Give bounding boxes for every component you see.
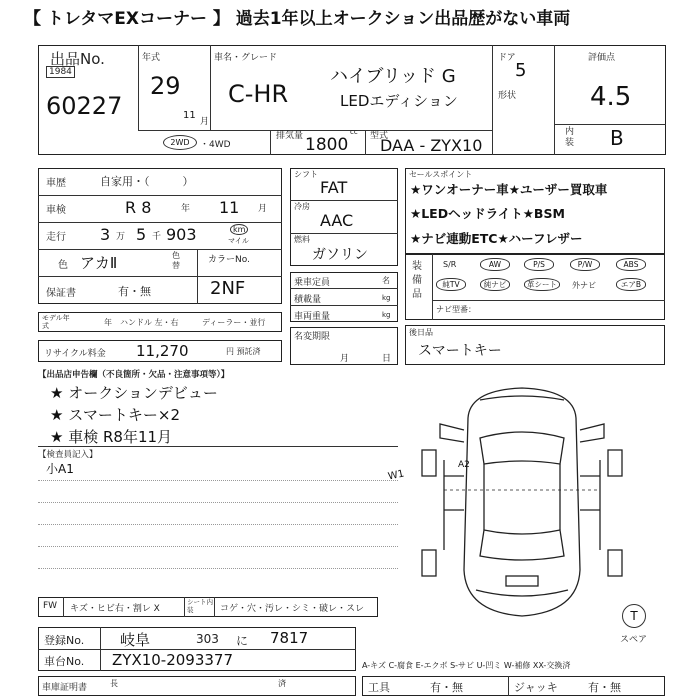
model-year-label: モデル年式 [42, 314, 70, 330]
shape-label: 形状 [498, 91, 517, 101]
equipment-label: 装備品 [412, 261, 422, 300]
extras-value: スマートキー [418, 343, 502, 359]
deadline-label: 名変期限 [294, 332, 331, 342]
equip-airbag: エアB [616, 278, 646, 291]
type-value: DAA - ZYX10 [380, 136, 483, 155]
equip-leather: 革シート [524, 278, 560, 291]
model-label: 車名・グレード [214, 53, 278, 63]
interior-label: 内装 [565, 127, 575, 148]
registration-place: 岐阜 [120, 631, 151, 649]
notes-label: 【出品店申告欄（不良箇所・欠品・注意事項等）】 [38, 370, 230, 380]
recycle-unit: 円 預託済 [226, 347, 261, 356]
notes-line3: ★ 車検 R8年11月 [50, 428, 173, 446]
mileage-v1: 3 [100, 225, 111, 244]
displacement-label: 排気量 [276, 131, 304, 141]
load-label: 積載量 [294, 295, 322, 305]
equip-ext-navi: 外ナビ [572, 281, 596, 290]
capacity-unit: 名 [382, 276, 390, 285]
damage-seat-label: シート内装 [187, 598, 213, 614]
inspection-value: R 8 [125, 198, 152, 217]
capacity-label: 乗車定員 [294, 278, 331, 288]
history-label: 車歴 [46, 178, 66, 189]
model-dealer: ディーラー・並行 [202, 318, 266, 327]
cert-v1: 長 [110, 679, 118, 688]
warranty-value: 有・無 [118, 285, 151, 298]
recycle-value: 11,270 [136, 342, 189, 360]
sales-points-label: セールスポイント [409, 170, 473, 179]
color-change-label: 色替 [172, 251, 180, 270]
sales-line3: ★ナビ連動ETC★ハーフレザー [410, 231, 583, 246]
equip-ps: P/S [524, 258, 554, 271]
equip-abs: ABS [616, 258, 646, 271]
registration-number: 7817 [270, 629, 309, 647]
equip-aw: AW [480, 258, 510, 271]
color-label: 色 [58, 260, 68, 271]
type-label: 型式 [370, 131, 389, 141]
mileage-unit-mile: マイル [228, 237, 249, 245]
model-handle: ハンドル 左・右 [120, 318, 179, 327]
score-label: 評価点 [588, 53, 616, 63]
cert-label: 車庫証明書 [42, 683, 88, 693]
doors-value: 5 [515, 60, 527, 81]
sales-line1: ★ワンオーナー車★ユーザー買取車 [410, 182, 608, 197]
lot-number: 60227 [46, 92, 123, 120]
equip-pw: P/W [570, 258, 600, 271]
registration-label: 登録No. [44, 634, 85, 647]
year-month: 11 [183, 110, 196, 121]
mileage-label: 走行 [46, 232, 66, 243]
mileage-v3: 903 [166, 225, 197, 244]
diagram-mark-w: W1 [387, 468, 406, 483]
aircon-value: AAC [320, 211, 354, 230]
inspector-label: 【検査員記入】 [38, 450, 98, 460]
lot-label: 出品No. [50, 50, 105, 68]
load-unit: kg [382, 294, 391, 302]
car-diagram [410, 380, 635, 628]
cert-v2: 済 [278, 679, 286, 688]
fuel-value: ガソリン [312, 247, 368, 263]
displacement-unit: cc [350, 128, 358, 136]
color-value: アカⅡ [80, 254, 118, 272]
spare-icon: T [622, 604, 646, 628]
diagram-mark-a: A2 [458, 460, 470, 470]
deadline-month: 月 [340, 354, 350, 364]
score-value: 4.5 [590, 82, 632, 112]
banner: 【 トレタマEXコーナー 】 過去1年以上オークション出品歴がない車両 [24, 9, 571, 29]
damage-seat-text: コゲ・穴・汚レ・シミ・破レ・スレ [220, 604, 365, 614]
aircon-label: 冷房 [294, 202, 310, 211]
mileage-u2: 千 [152, 232, 162, 242]
equip-sr: S/R [443, 260, 457, 269]
year-month-unit: 月 [200, 117, 210, 127]
weight-label: 車両重量 [294, 312, 331, 322]
interior-value: B [610, 126, 624, 150]
shift-value: FAT [320, 178, 348, 197]
displacement-value: 1800 [305, 135, 349, 155]
recycle-label: リサイクル料金 [44, 349, 106, 359]
notes-line2: ★ スマートキー×2 [50, 406, 181, 424]
tools-value: 有・無 [430, 681, 463, 694]
shift-label: シフト [294, 170, 318, 179]
model-grade1: ハイブリッド G [330, 66, 456, 87]
jack-label: ジャッキ [514, 681, 558, 694]
year-value: 29 [150, 72, 181, 100]
inspection-month: 11 [219, 198, 240, 217]
inspection-label: 車検 [46, 205, 66, 216]
lot-code: 1984 [46, 66, 75, 78]
extras-label: 後日品 [409, 328, 433, 337]
equip-tv: 純TV [436, 278, 466, 291]
color-code: 2NF [210, 278, 246, 299]
chassis-value: ZYX10-2093377 [112, 651, 234, 669]
model-name: C-HR [228, 80, 289, 108]
deadline-day: 日 [382, 354, 392, 364]
warranty-label: 保証書 [46, 288, 76, 299]
mileage-v2: 5 [136, 225, 147, 244]
inspection-year-unit: 年 [181, 204, 191, 214]
registration-class: 303 [196, 632, 219, 646]
sales-line2: ★LEDヘッドライト★BSM [410, 206, 565, 221]
model-year-unit: 年 [104, 318, 112, 327]
damage-fw-text: キズ・ヒビ右・割レ X [70, 604, 160, 614]
damage-fw-label: FW [43, 601, 58, 611]
model-grade2: LEDエディション [340, 92, 458, 110]
doors-label: ドア [498, 53, 516, 63]
legend: A-キズ C-腐食 E-エクボ S-サビ U-凹ミ W-補修 XX-交換済 [362, 661, 571, 670]
jack-value: 有・無 [588, 681, 621, 694]
color-code-label: カラーNo. [208, 255, 250, 265]
tools-label: 工具 [368, 681, 390, 694]
notes-line1: ★ オークションデビュー [50, 384, 218, 402]
weight-unit: kg [382, 311, 391, 319]
mileage-u1: 万 [116, 232, 126, 242]
registration-kana: に [236, 634, 249, 648]
drive-2wd: 2WD [163, 135, 197, 150]
fuel-label: 燃料 [294, 235, 310, 244]
equip-navi: 純ナビ [480, 278, 510, 291]
history-value: 自家用・（ ） [100, 175, 194, 188]
mileage-unit-km: km [230, 224, 248, 235]
chassis-label: 車台No. [44, 655, 85, 668]
inspector-value: 小A1 [46, 462, 74, 476]
spare-label: スペア [620, 635, 648, 645]
navi-model-label: ナビ型番： [436, 305, 476, 314]
drive-4wd: ・4WD [200, 140, 231, 150]
year-label: 年式 [142, 53, 161, 63]
inspection-month-unit: 月 [258, 204, 268, 214]
